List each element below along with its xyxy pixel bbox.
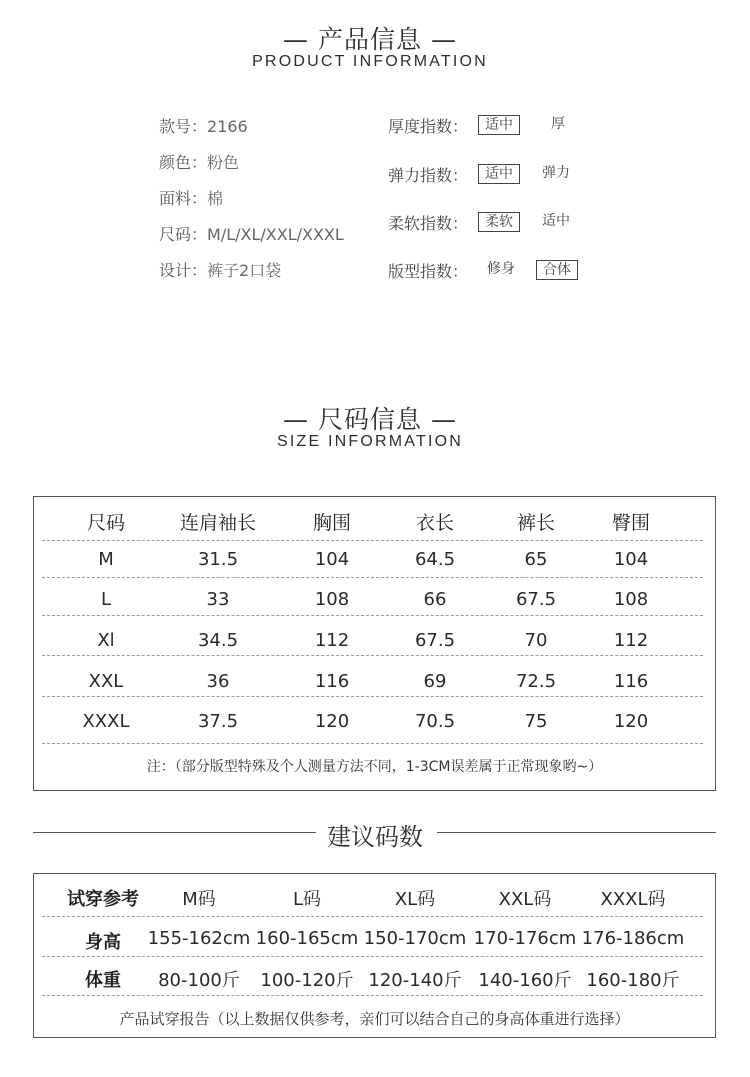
size-cell: 69	[423, 671, 447, 692]
size-table-note: 注：（部分版型特殊及个人测量方法不同，1-3CM误差属于正常现象哟~）	[146, 759, 603, 775]
size-header-chest: 胸围	[312, 512, 351, 534]
size-cell: 108	[314, 589, 350, 610]
weight-cell: 80-100斤	[158, 970, 240, 991]
size-cell: 70	[524, 630, 548, 651]
row-divider	[42, 577, 703, 578]
size-header-pants-length: 裤长	[516, 512, 555, 534]
info-value: 2166	[207, 117, 248, 136]
size-cell: XXXL	[82, 711, 130, 732]
row-divider	[42, 655, 703, 656]
info-label: 款号：	[159, 117, 208, 136]
height-label: 身高	[85, 932, 121, 953]
rec-header-size: XL码	[394, 889, 436, 910]
size-cell: 112	[314, 630, 350, 651]
thickness-index-label: 厚度指数：	[388, 117, 469, 136]
size-cell: 116	[314, 671, 350, 692]
size-cell: 112	[613, 630, 649, 651]
elasticity-option: 弹力	[542, 165, 570, 181]
height-cell: 170-176cm	[473, 928, 577, 949]
info-label: 面料：	[159, 189, 208, 208]
size-cell: 116	[613, 671, 649, 692]
info-label: 尺码：	[159, 225, 208, 244]
size-cell: 37.5	[197, 711, 239, 732]
rec-header-label: 试穿参考	[67, 889, 139, 910]
softness-index-label: 柔软指数：	[388, 214, 469, 233]
fit-index-label: 版型指数：	[388, 262, 469, 281]
info-value: 棉	[207, 189, 224, 208]
size-header-size: 尺码	[86, 512, 125, 534]
row-divider	[42, 696, 703, 697]
weight-cell: 100-120斤	[260, 970, 354, 991]
rec-header-size: L码	[292, 889, 322, 910]
info-value: 裤子2口袋	[207, 261, 282, 280]
row-divider	[42, 743, 703, 744]
elasticity-index-label: 弹力指数：	[388, 166, 469, 185]
thickness-option-selected: 适中	[478, 115, 520, 135]
size-cell: 70.5	[414, 711, 456, 732]
size-cell: 67.5	[515, 589, 557, 610]
info-value: 粉色	[207, 153, 240, 172]
rec-header-size: XXXL码	[600, 889, 666, 910]
size-header-length: 衣长	[415, 512, 454, 534]
weight-cell: 120-140斤	[368, 970, 462, 991]
info-row-color	[159, 150, 239, 173]
info-label: 设计：	[159, 261, 208, 280]
size-cell: 64.5	[414, 549, 456, 570]
height-cell: 160-165cm	[255, 928, 359, 949]
size-cell: 108	[613, 589, 649, 610]
row-divider	[42, 615, 703, 616]
size-cell: M	[98, 549, 114, 570]
info-row-fabric	[159, 186, 223, 209]
softness-option-selected: 柔软	[478, 212, 520, 232]
size-info-subtitle: SIZE INFORMATION	[276, 433, 463, 450]
product-info-title: — 产品信息 —	[283, 25, 457, 54]
info-value: M/L/XL/XXL/XXXL	[207, 225, 344, 244]
size-cell: 65	[524, 549, 548, 570]
row-divider	[42, 995, 703, 996]
height-cell: 150-170cm	[363, 928, 467, 949]
info-row-style-number	[159, 114, 248, 137]
size-cell: 66	[423, 589, 447, 610]
height-cell: 155-162cm	[147, 928, 251, 949]
rec-header-size: XXL码	[498, 889, 552, 910]
size-cell: 104	[613, 549, 649, 570]
recommend-note: 产品试穿报告（以上数据仅供参考，亲们可以结合自己的身高体重进行选择）	[119, 1010, 630, 1028]
weight-label: 体重	[85, 970, 121, 991]
size-cell: 36	[206, 671, 230, 692]
row-divider	[42, 956, 703, 957]
elasticity-option-selected: 适中	[478, 164, 520, 184]
size-cell: 75	[524, 711, 548, 732]
size-header-hip: 臀围	[611, 512, 650, 534]
fit-option-selected: 合体	[536, 260, 578, 280]
height-cell: 176-186cm	[581, 928, 685, 949]
row-divider	[42, 916, 703, 917]
row-divider	[42, 540, 703, 541]
recommend-title: 建议码数	[327, 823, 423, 851]
size-cell: 67.5	[414, 630, 456, 651]
size-cell: 31.5	[197, 549, 239, 570]
size-cell: Xl	[97, 630, 115, 651]
size-cell: XXL	[88, 671, 124, 692]
size-cell: 120	[314, 711, 350, 732]
thickness-option: 厚	[551, 116, 565, 132]
weight-cell: 140-160斤	[478, 970, 572, 991]
size-cell: 33	[206, 589, 230, 610]
rule-right	[437, 832, 716, 833]
size-cell: 120	[613, 711, 649, 732]
size-cell: 34.5	[197, 630, 239, 651]
fit-option: 修身	[487, 261, 515, 277]
size-cell: 72.5	[515, 671, 557, 692]
size-cell: L	[100, 589, 112, 610]
weight-cell: 160-180斤	[586, 970, 680, 991]
info-label: 颜色：	[159, 153, 208, 172]
info-row-sizes	[159, 222, 344, 245]
size-header-sleeve: 连肩袖长	[179, 512, 256, 534]
rec-header-size: M码	[182, 889, 216, 910]
info-row-design	[159, 258, 281, 281]
size-info-title: — 尺码信息 —	[283, 405, 457, 434]
softness-option: 适中	[542, 213, 570, 229]
product-info-subtitle: PRODUCT INFORMATION	[252, 53, 488, 70]
size-cell: 104	[314, 549, 350, 570]
